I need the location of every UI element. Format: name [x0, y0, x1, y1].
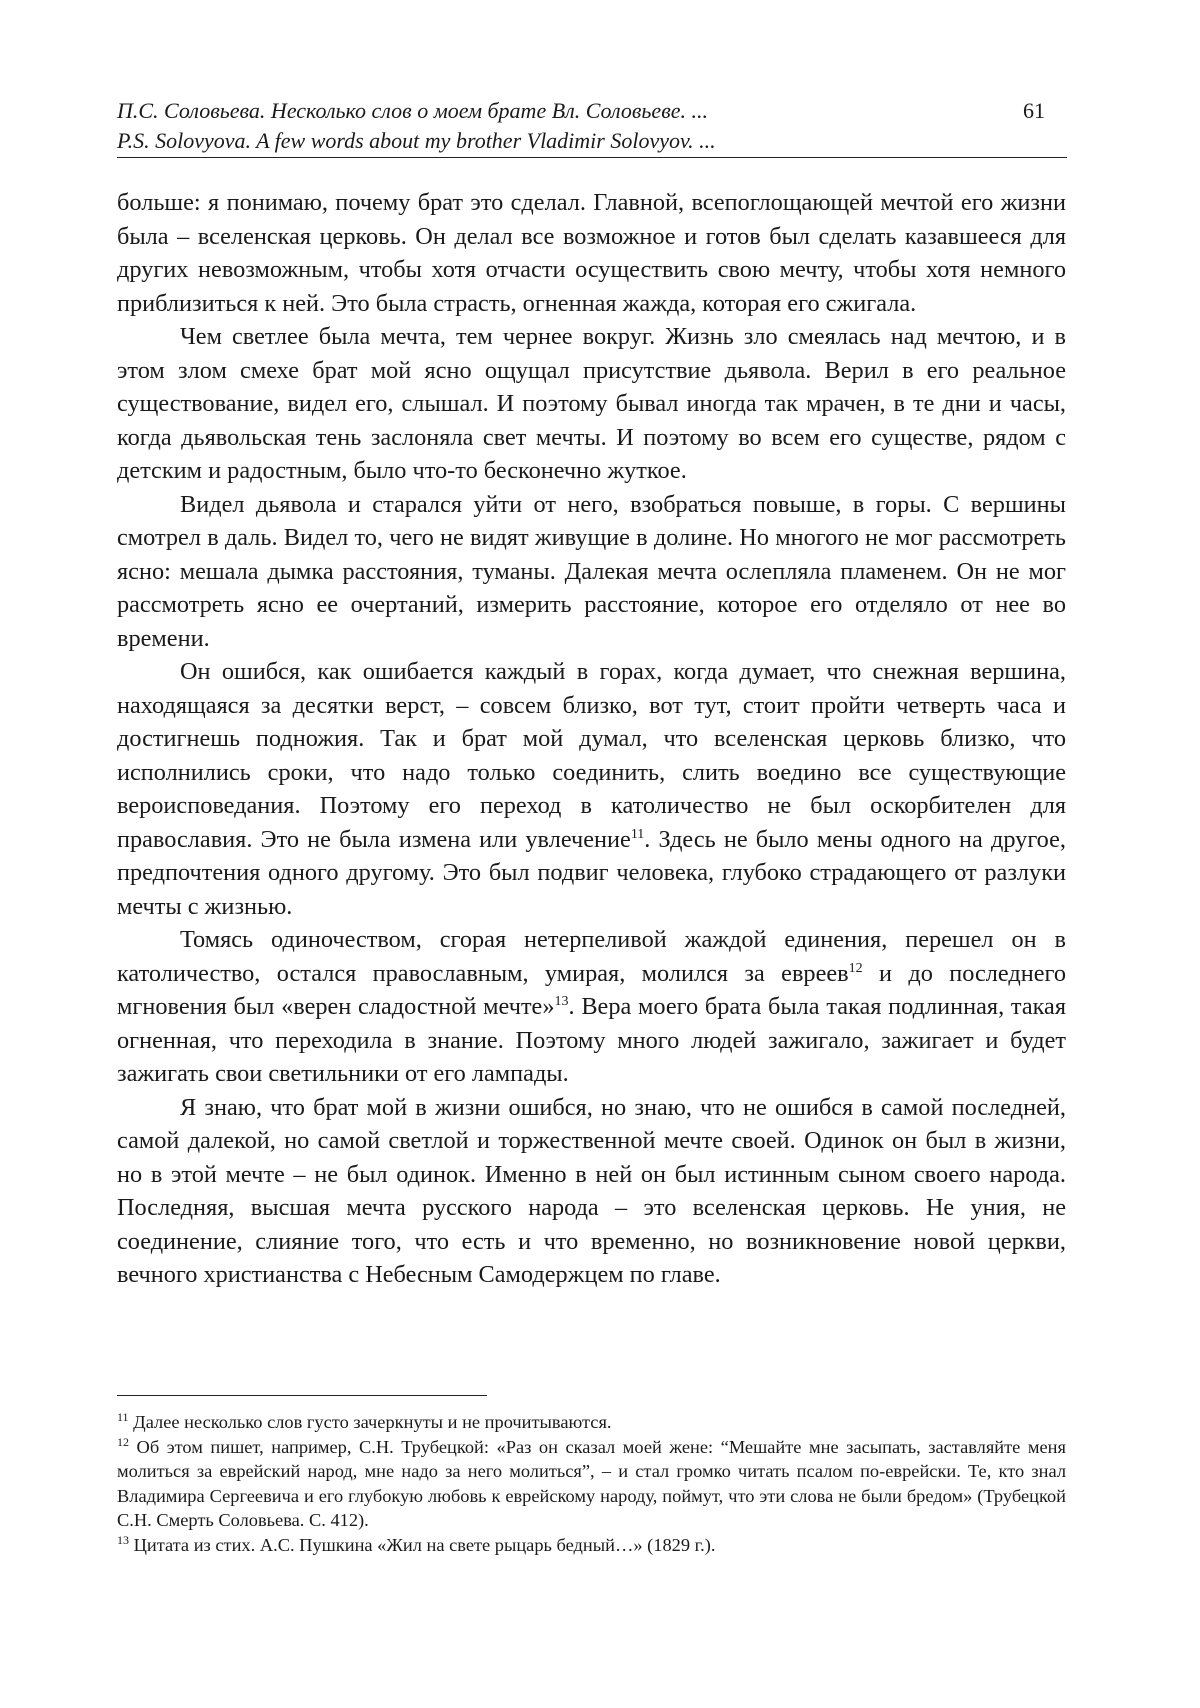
paragraph-5-part-c: . Вера моего брата была такая подлинная, такая огненная, что переходила в знание. Поэтому много людей зажигало, зажигает и будет зажигать свои светильники от его лампады.: [117, 993, 1067, 1087]
paragraph-5-part-b: и до последнего мгновения был «верен сладостной мечте»: [117, 959, 1066, 1020]
footnote-number: 13: [117, 1532, 129, 1547]
footnote-ref-12[interactable]: 12: [848, 960, 863, 976]
paragraph-4-part-a: Он ошибся, как ошибается каждый в горах, когда думает, что снежная вершина, находящаяся за десятки верст, – совсем близко, вот тут, стоит пройти четверть часа и достигнешь подножия. Так и брат мой думал, что вселенская церковь близко, что исполнились сроки, что надо только соединить, слить воедино все существующие вероисповедания. Поэтому его переход в католичество не был оскорбителен для православия. Это не была измена или увлечение: [117, 658, 1066, 853]
footnote-divider: [117, 1395, 487, 1396]
main-text: [117, 186, 1066, 1292]
paragraph-4-part-b: . Здесь не было мены одного на другое, предпочтения одного другому. Это был подвиг человека, глубоко страдающего от разлуки мечты с жизнью.: [117, 825, 1066, 920]
paragraph-6: Я знаю, что брат мой в жизни ошибся, но знаю, что не ошибся в самой последней, самой далекой, но самой светлой и торжественной мечте своей. Одинок он был в жизни, но в этой мечте – не был одинок. Именно в ней он был истинным сыном своего народа. Последняя, высшая мечта русского народа – это вселенская церковь. Не уния, не соединение, слияние того, что есть и что временно, но возникновение новой церкви, вечного христианства с Небесным Самодержцем по главе.: [117, 1093, 1066, 1288]
page-number: 61: [1023, 98, 1045, 123]
footnote-12: [117, 1435, 1066, 1533]
header-title-ru: П.С. Соловьева. Несколько слов о моем брате Вл. Соловьеве. ...: [117, 98, 709, 123]
footnote-number: 12: [117, 1434, 129, 1449]
header-divider: [117, 157, 1067, 158]
footnote-ref-13[interactable]: 13: [554, 993, 569, 1009]
footnote-number: 11: [117, 1409, 129, 1424]
paragraph-3: Видел дьявола и старался уйти от него, взобраться повыше, в горы. С вершины смотрел в даль. Видел то, чего не видят живущие в долине. Но многого не мог рассмотреть ясно: мешала дымка расстояния, туманы. Далекая мечта ослепляла пламенем. Он не мог рассмотреть ясно ее очертаний, измерить расстояние, которое его отделяло от нее во времени.: [117, 490, 1066, 652]
footnote-11: [117, 1410, 1066, 1435]
running-header: [117, 96, 1067, 156]
footnote-13: [117, 1533, 1066, 1558]
footnote-text: Об этом пишет, например, С.Н. Трубецкой: «Раз он сказал моей жене: “Мешайте мне засыпать, заставляйте меня молиться за еврейский народ, мне надо за него молиться”, – и стал громко читать псалом по-еврейски. Те, кто знал Владимира Сергеевича и его глубокую любовь к еврейскому народу, поймут, что эти слова не были бредом» (Трубецкой С.Н. Смерть Соловьева. С. 412).: [117, 1436, 1066, 1530]
paragraph-5-part-a: Томясь одиночеством, сгорая нетерпеливой жаждой единения, перешел он в католичество, остался православным, умирая, молился за евреев: [117, 926, 1066, 987]
footnote-text: Цитата из стих. А.С. Пушкина «Жил на свете рыцарь бедный…» (1829 г.).: [129, 1534, 716, 1555]
paragraph-2: Чем светлее была мечта, тем чернее вокруг. Жизнь зло смеялась над мечтою, и в этом злом смехе брат мой ясно ощущал присутствие дьявола. Верил в его реальное существование, видел его, слышал. И поэтому бывал иногда так мрачен, в те дни и часы, когда дьявольская тень заслоняла свет мечты. И поэтому во всем его существе, рядом с детским и радостным, было что-то бесконечно жуткое.: [117, 323, 1066, 484]
footnotes: [117, 1410, 1066, 1557]
paragraph-4: [117, 655, 1066, 923]
footnote-text: Далее несколько слов густо зачеркнуты и не прочитываются.: [128, 1412, 612, 1432]
paragraph-5: [117, 923, 1066, 1091]
header-title-en: P.S. Solovyova. A few words about my brother Vladimir Solovyov. ...: [117, 128, 716, 153]
paragraph-1: больше: я понимаю, почему брат это сделал. Главной, всепоглощающей мечтой его жизни была – вселенская церковь. Он делал все возможное и готов был сделать казавшееся для других невозможным, чтобы хотя отчасти осуществить свою мечту, чтобы хотя немного приблизиться к ней. Это была страсть, огненная жажда, которая его сжигала.: [117, 189, 1066, 317]
footnote-ref-11[interactable]: 11: [630, 826, 645, 842]
